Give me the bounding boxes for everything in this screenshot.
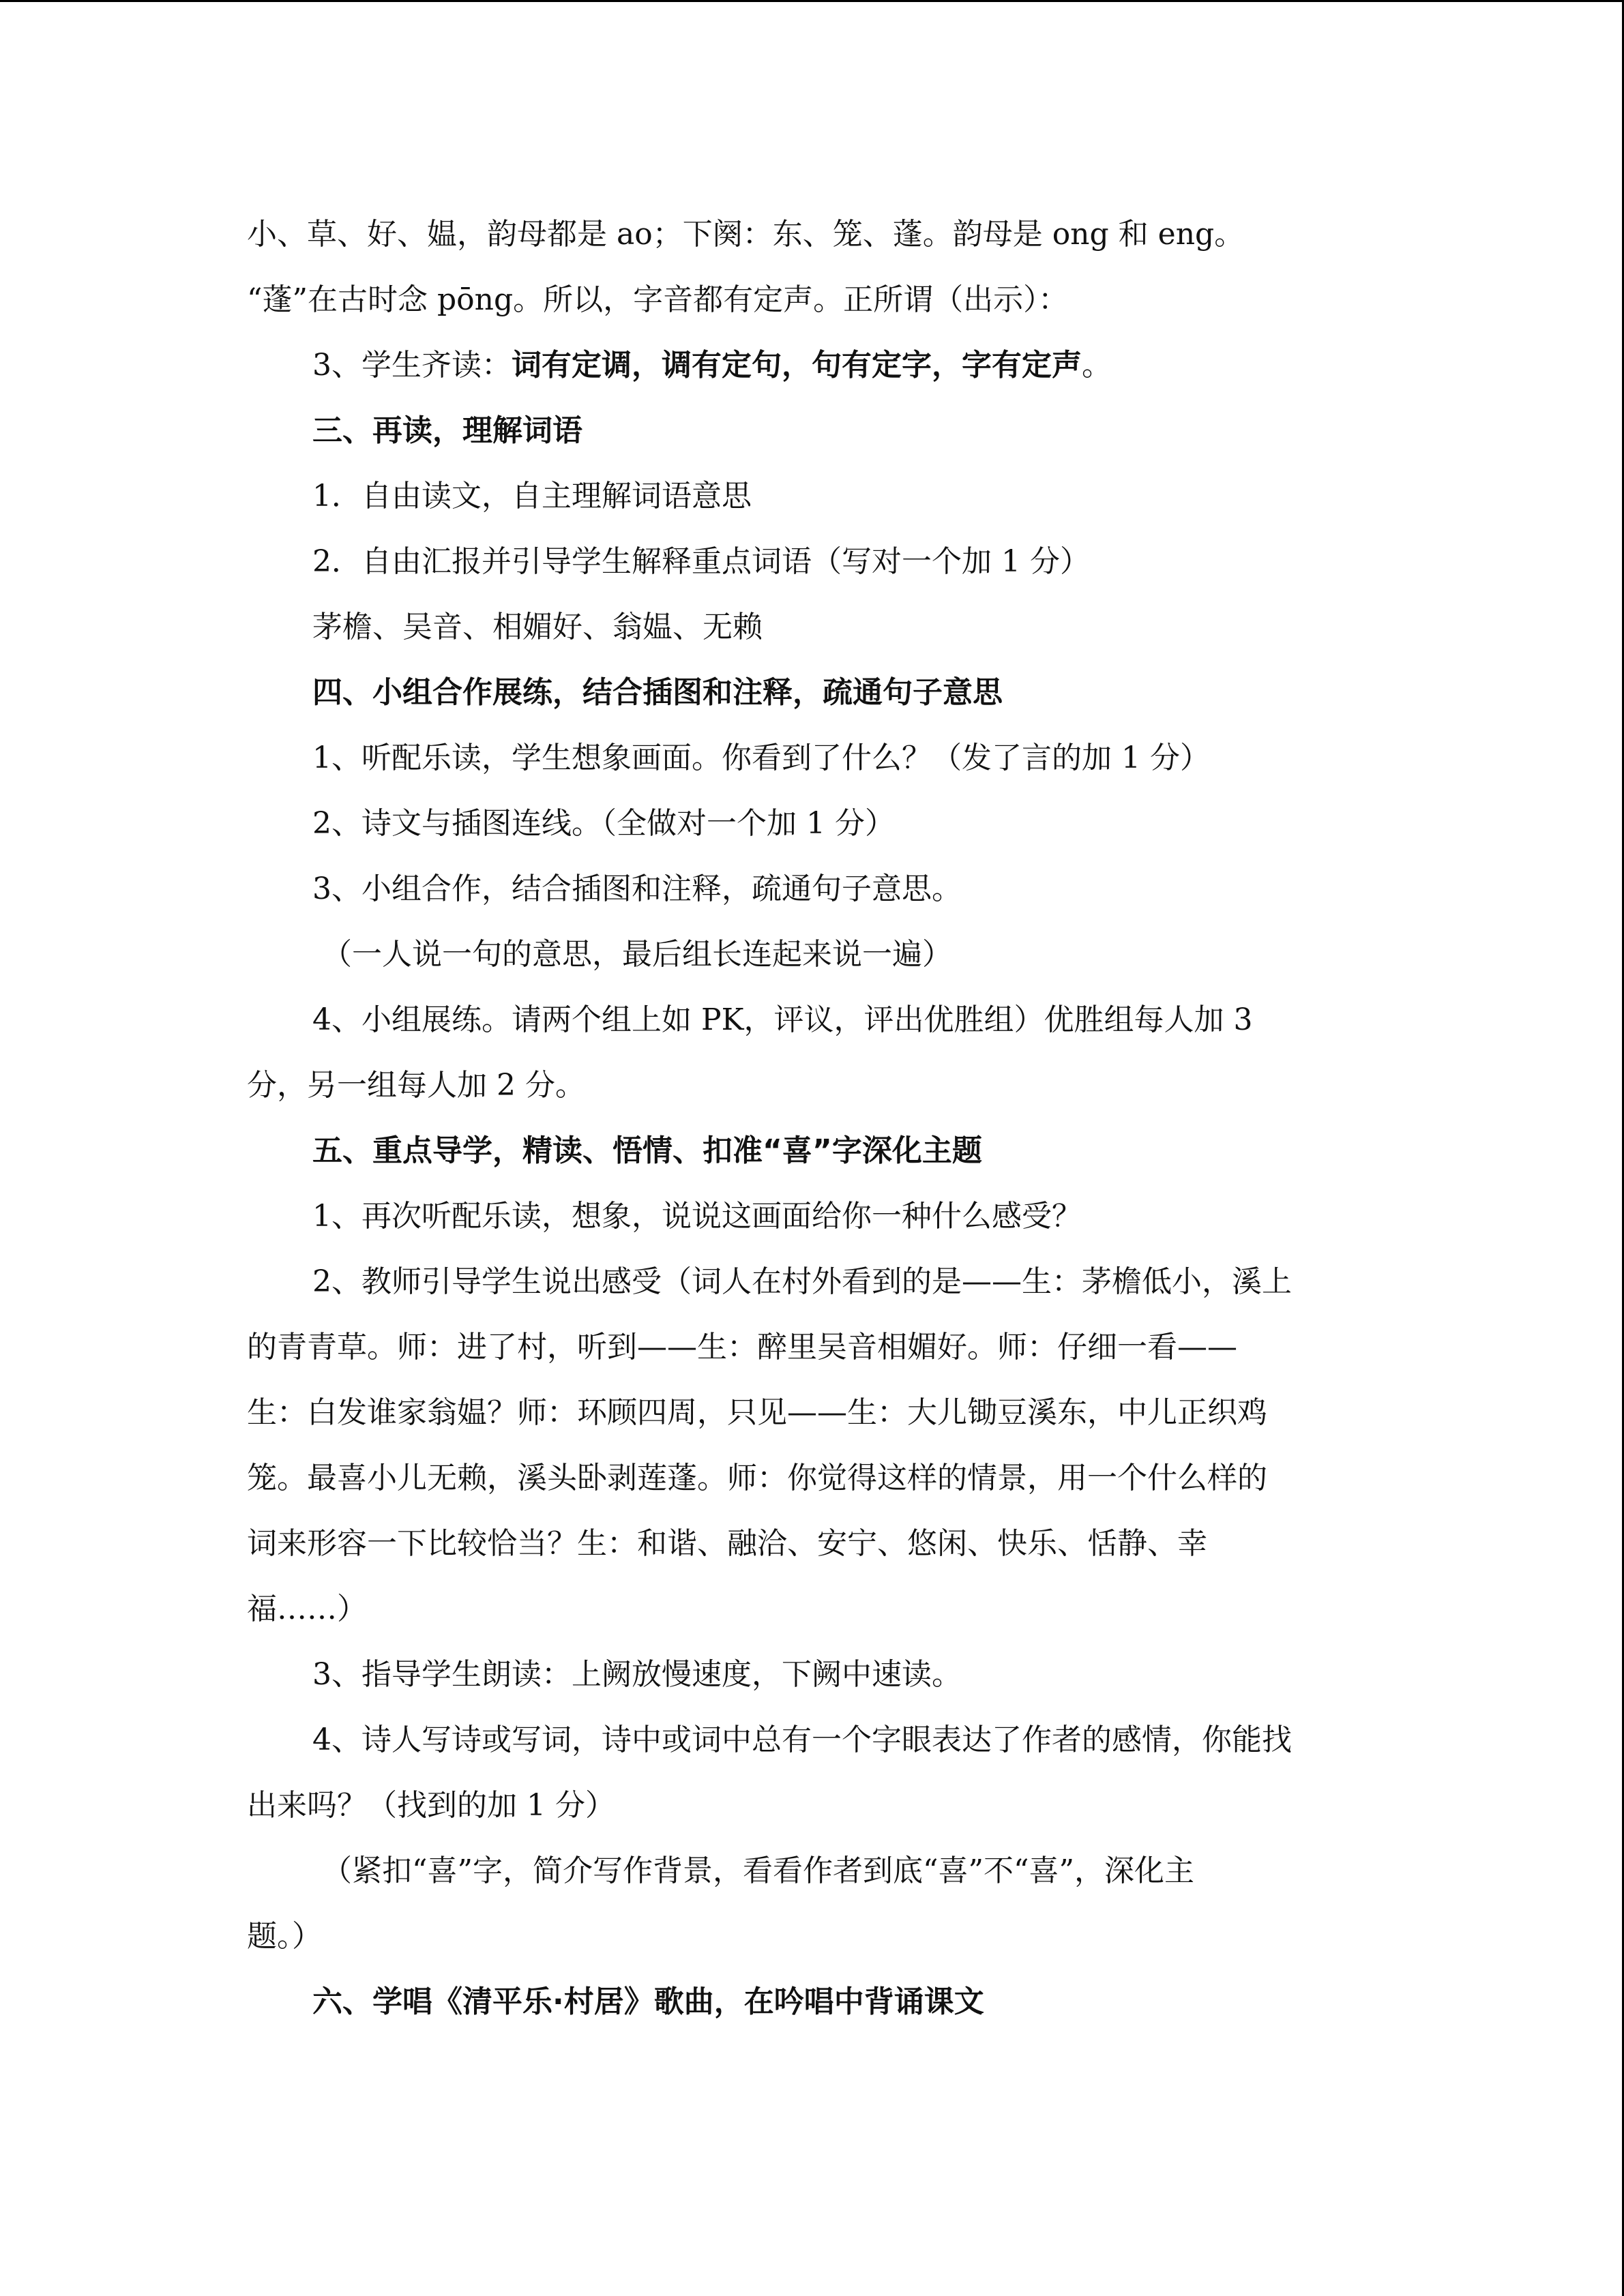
- text-segment: 3、学生齐读：: [312, 348, 512, 383]
- text-line: 的青青草。师：进了村，听到——生：醉里吴音相媚好。师：仔细一看——: [247, 1330, 1237, 1365]
- text-line: 4、小组展练。请两个组上如 PK，评议，评出优胜组）优胜组每人加 3: [312, 1002, 1253, 1037]
- text-line: 3、小组合作，结合插图和注释，疏通句子意思。: [312, 871, 962, 906]
- text-line: 小、草、好、媪，韵母都是 ao；下阕：东、笼、蓬。韵母是 ong 和 eng。: [247, 217, 1245, 252]
- text-line: 出来吗？（找到的加 1 分）: [247, 1788, 615, 1823]
- text-line: 分，另一组每人加 2 分。: [247, 1068, 585, 1103]
- text-line: 福……）: [247, 1592, 367, 1626]
- text-line: 1、听配乐读，学生想象画面。你看到了什么？（发了言的加 1 分）: [312, 741, 1210, 775]
- text-line: [247, 333, 1379, 398]
- section-heading: 三、再读，理解词语: [312, 413, 582, 448]
- text-line: （紧扣“喜”字，简介写作背景，看看作者到底“喜”不“喜”，深化主: [322, 1853, 1194, 1888]
- text-line: “蓬”在古时念 pōng。所以，字音都有定声。正所谓（出示）：: [247, 282, 1069, 317]
- bold-phrase: 词有定调，调有定句，句有定字，字有定声: [512, 348, 1082, 383]
- text-line: 3、指导学生朗读：上阙放慢速度，下阙中速读。: [312, 1657, 962, 1692]
- text-line: （一人说一句的意思，最后组长连起来说一遍）: [322, 937, 952, 972]
- text-line: 2、教师引导学生说出感受（词人在村外看到的是——生：茅檐低小，溪上: [312, 1264, 1292, 1299]
- text-line: 1、再次听配乐读，想象，说说这画面给你一种什么感受？: [312, 1199, 1082, 1234]
- text-line: 题。）: [247, 1919, 322, 1954]
- text-line: 2、诗文与插图连线。（全做对一个加 1 分）: [312, 806, 895, 841]
- text-line: 4、诗人写诗或写词，诗中或词中总有一个字眼表达了作者的感情，你能找: [312, 1723, 1292, 1757]
- section-heading: 四、小组合作展练，结合插图和注释，疏通句子意思: [312, 675, 1003, 710]
- text-line: 生：白发谁家翁媪？师：环顾四周，只见——生：大儿锄豆溪东，中儿正织鸡: [247, 1395, 1267, 1430]
- text-segment: 。: [1082, 348, 1112, 383]
- section-heading: 五、重点导学，精读、悟情、扣准“喜”字深化主题: [312, 1133, 982, 1168]
- text-line: 2．自由汇报并引导学生解释重点词语（写对一个加 1 分）: [312, 544, 1090, 579]
- text-line: 笼。最喜小儿无赖，溪头卧剥莲蓬。师：你觉得这样的情景，用一个什么样的: [247, 1461, 1267, 1495]
- section-heading: 六、学唱《清平乐·村居》歌曲，在吟唱中背诵课文: [312, 1984, 984, 2019]
- text-line: 词来形容一下比较恰当？生：和谐、融洽、安宁、悠闲、快乐、恬静、幸: [247, 1526, 1207, 1561]
- text-line: 1．自由读文，自主理解词语意思: [312, 479, 752, 513]
- document-body: [247, 202, 1379, 2035]
- text-line: 茅檐、吴音、相媚好、翁媪、无赖: [312, 610, 763, 644]
